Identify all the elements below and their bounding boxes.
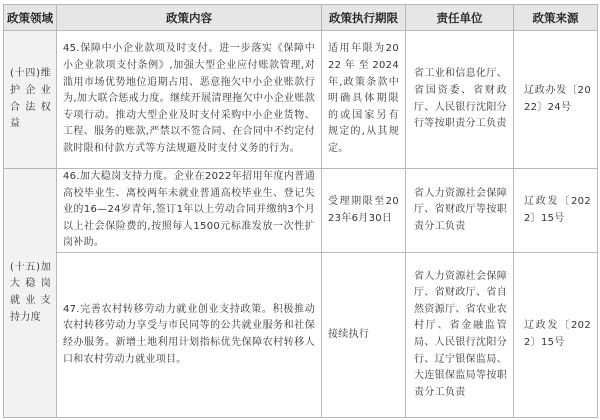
row-source-cell bbox=[514, 31, 598, 169]
table-row bbox=[4, 253, 598, 418]
execution-period-text: 受理期限至2023年6月30日 bbox=[328, 195, 399, 224]
policy-area-text: (十四)维护企业合法权益 bbox=[10, 68, 51, 130]
responsible-unit-text: 省人力资源社会保障厅、省财政厅等按职责分工负责 bbox=[414, 187, 507, 232]
row-content-cell bbox=[57, 253, 322, 418]
row-unit-cell bbox=[406, 31, 514, 169]
table-row bbox=[4, 169, 598, 253]
header-responsible-unit: 责任单位 bbox=[406, 5, 514, 31]
header-row bbox=[4, 5, 598, 31]
policy-content-text: 47.完善农村转移劳动力就业创业支持政策。积极推动农村转移劳动力享受与市民同等的公共就业服务和社保经办服务。新增土地利用计划指标优先保障农村转移人口和农村劳动力就业项目。 bbox=[63, 303, 315, 365]
row-area-cell bbox=[4, 169, 57, 418]
row-unit-cell bbox=[406, 253, 514, 418]
row-unit-cell bbox=[406, 169, 514, 253]
policy-content-text: 45.保障中小企业款项及时支付。进一步落实《保障中小企业款项支付条例》,加强大型企业应付账款管理,对滥用市场优势地位追期占用、恶意拖欠中小企业账款行为,加大联合惩戒力度。继续开展清理拖欠中小企业账款专项行动。推动大型企业及时支付采购中小企业货物、工程、服务的账款,严禁以不签合同、在合同中不约定付款时限和付款方式等方法规避及时支付义务的行为。 bbox=[63, 43, 315, 154]
row-period-cell bbox=[322, 31, 406, 169]
policy-source-text: 辽政办发〔2022〕24号 bbox=[524, 84, 591, 113]
row-source-cell bbox=[514, 253, 598, 418]
header-policy-source: 政策来源 bbox=[514, 5, 598, 31]
row-period-cell bbox=[322, 253, 406, 418]
policy-content-text: 46.加大稳岗支持力度。企业在2022年招用年度内普通高校毕业生、离校两年未就业普通高校毕业生、登记失业的16—24岁青年,签订1年以上劳动合同并缴纳3个月以上社会保险费的,按照每人1500元标准发放一次性扩岗补助。 bbox=[63, 171, 315, 249]
policy-area-text: (十五)加大稳岗就业支持力度 bbox=[10, 261, 51, 323]
header-policy-content: 政策内容 bbox=[57, 5, 322, 31]
execution-period-text: 接续执行 bbox=[328, 328, 370, 340]
row-content-cell bbox=[57, 169, 322, 253]
row-area-cell bbox=[4, 31, 57, 169]
header-policy-area: 政策领域 bbox=[4, 5, 57, 31]
row-period-cell bbox=[322, 169, 406, 253]
row-source-cell bbox=[514, 169, 598, 253]
execution-period-text: 适用年限为2022年至2024年,政策条款中明确具体期限的或国家另有规定的,从其规定。 bbox=[328, 43, 399, 154]
responsible-unit-text: 省人力资源社会保障厅、省财政厅、省自然资源厅、省农业农村厅、省金融监管局、人民银行沈阳分行、辽宁银保监局、大连银保监局等按职责分工负责 bbox=[414, 270, 507, 398]
table-row bbox=[4, 31, 598, 169]
responsible-unit-text: 省工业和信息化厅、省国资委、省财政厅、人民银行沈阳分行等按职责分工负责 bbox=[414, 68, 507, 130]
row-content-cell bbox=[57, 31, 322, 169]
policy-source-text: 辽政发〔2022〕15号 bbox=[524, 320, 591, 348]
policy-table bbox=[3, 4, 598, 418]
header-execution-period: 政策执行期限 bbox=[322, 5, 406, 31]
policy-source-text: 辽政发〔2022〕15号 bbox=[524, 195, 591, 224]
